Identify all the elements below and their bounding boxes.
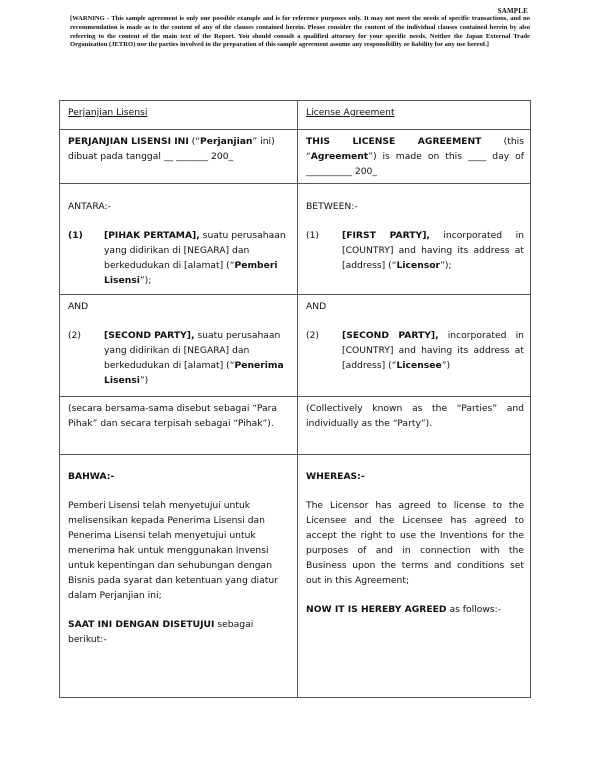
parties-cell-left: [60, 397, 298, 455]
intro-cell-right: [298, 130, 531, 184]
warning-disclaimer: [WARNING - This sample agreement is only one possible example and is for reference purposes only. It may not meet the needs of specific transactions, and no recommendation is made as to the content of any of the clauses contained herein. Please consider the content of the individual clauses contained herein by also referring to the content of the main text of the Report. You should consult a qualified attorney for your specific needs. Neither the Japan External Trade Organization (JETRO) nor the parties involved in the preparation of this sample agreement assume any responsibility or liability for any use hereof.]: [70, 15, 530, 49]
first-party-row: [60, 184, 531, 295]
second-party-cell-right: [298, 295, 531, 397]
first-party-cell-left: [60, 184, 298, 295]
second-party-left-item: [68, 328, 291, 388]
first-party-right-text: [FIRST PARTY], incorporated in [COUNTRY] and having its address at [address] (“Licensor”);: [342, 230, 524, 271]
parties-right-text: (Collectively known as the “Parties” and individually as the “Party”).: [306, 403, 524, 429]
right-column-title: License Agreement: [306, 107, 395, 118]
item-number: (2): [68, 330, 82, 341]
item-number: (1): [68, 230, 83, 241]
and-heading-left: AND: [68, 301, 89, 312]
second-party-left-text: [SECOND PARTY], suatu perusahaan yang didirikan di [NEGARA] dan berkedudukan di [alamat] (“Penerima Lisensi”): [104, 330, 284, 386]
intro-row: [60, 130, 531, 184]
whereas-heading: WHEREAS:-: [306, 471, 365, 482]
item-number: (1): [306, 230, 320, 241]
second-party-right-text: [SECOND PARTY], incorporated in [COUNTRY] and having its address at [address] (“Licensee”): [342, 330, 524, 371]
header-row: [60, 101, 531, 130]
parties-cell-right: [298, 397, 531, 455]
intro-left-text: PERJANJIAN LISENSI INI (“Perjanjian” ini) dibuat pada tanggal __ _______ 200_: [68, 136, 275, 162]
left-column-title: Perjanjian Lisensi: [68, 107, 148, 118]
intro-right-text: THIS LICENSE AGREEMENT (this “Agreement”) is made on this ____ day of __________ 200_: [306, 136, 524, 177]
bahwa-heading: BAHWA:-: [68, 471, 115, 482]
between-heading: BETWEEN:-: [306, 201, 358, 212]
and-heading-right: AND: [306, 301, 327, 312]
agreed-left-text: SAAT INI DENGAN DISETUJUI sebagai berikut:-: [68, 619, 254, 645]
agreed-right-text: NOW IT IS HEREBY AGREED as follows:-: [306, 604, 502, 615]
first-party-left-text: [PIHAK PERTAMA], suatu perusahaan yang didirikan di [NEGARA] dan berkedudukan di [alamat] (“Pemberi Lisensi”);: [104, 230, 286, 286]
parties-left-text: (secara bersama-sama disebut sebagai “Para Pihak” dan secara terpisah sebagai “Pihak”).: [68, 403, 278, 429]
item-number: (2): [306, 330, 320, 341]
recitals-cell-right: [298, 455, 531, 698]
second-party-row: [60, 295, 531, 397]
header-cell-left: [60, 101, 298, 130]
second-party-right-item: [306, 328, 524, 373]
sample-label: SAMPLE: [497, 7, 528, 15]
intro-cell-left: [60, 130, 298, 184]
parties-row: [60, 397, 531, 455]
agreement-table: [59, 100, 531, 698]
first-party-cell-right: [298, 184, 531, 295]
antara-heading: ANTARA:-: [68, 201, 111, 212]
recitals-cell-left: [60, 455, 298, 698]
recitals-right-text: The Licensor has agreed to license to the Licensee and the Licensee has agreed to accept the right to use the Inventions for the purposes of and in connection with the Business upon the terms and conditions set out in this Agreement;: [306, 500, 524, 586]
recitals-left-text: Pemberi Lisensi telah menyetujui untuk melisensikan kepada Penerima Lisensi dan Penerima Lisensi telah menyetujui untuk menerima hak untuk menggunakan Invensi untuk kepentingan dan sehubungan dengan Bisnis pada syarat dan ketentuan yang diatur dalam Perjanjian ini;: [68, 500, 278, 601]
second-party-cell-left: [60, 295, 298, 397]
first-party-right-item: [306, 228, 524, 273]
header-cell-right: [298, 101, 531, 130]
recitals-row: [60, 455, 531, 698]
first-party-left-item: [68, 228, 291, 288]
